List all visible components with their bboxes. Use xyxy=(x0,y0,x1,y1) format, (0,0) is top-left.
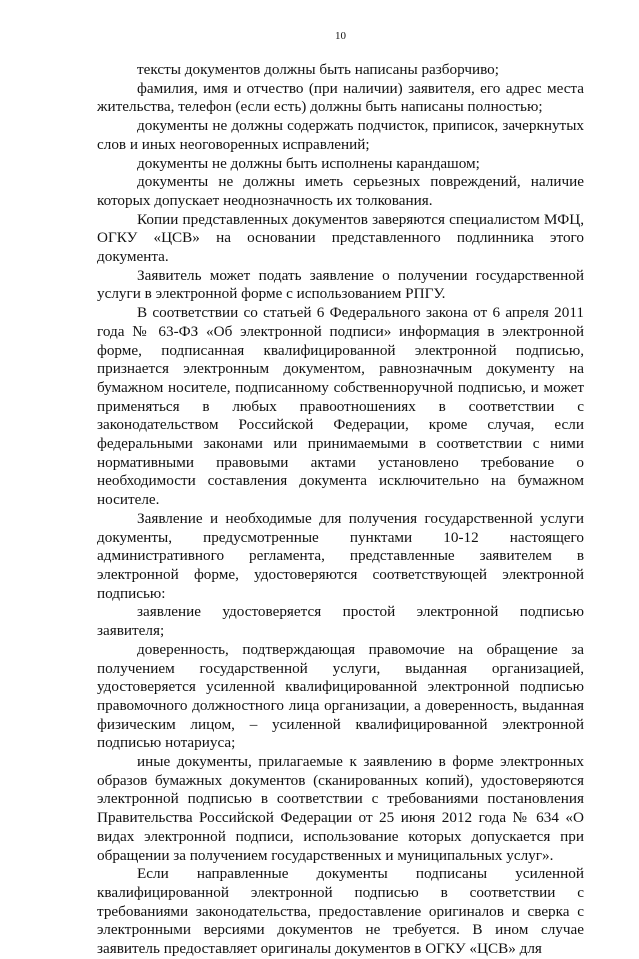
paragraph: Если направленные документы подписаны усиленной квалифицированной электронной подписью в соответствии с требованиями законодательства, предоставление оригиналов и сверка с электронными версиями документов не требуется. В ином случае заявитель предоставляет оригиналы документов в ОГКУ «ЦСВ» для xyxy=(97,865,584,958)
paragraph: доверенность, подтверждающая правомочие на обращение за получением государственной услуги, выданная организацией, удостоверяется усиленной квалифицированной электронной подписью правомочного должностного лица организации, а доверенность, выданная физическим лицом, – усиленной квалифицированной электронной подписью нотариуса; xyxy=(97,640,584,752)
paragraph: документы не должны содержать подчисток, приписок, зачеркнутых слов и иных неоговоренных исправлений; xyxy=(97,117,584,153)
paragraph: Копии представленных документов заверяются специалистом МФЦ, ОГКУ «ЦСВ» на основании представленного подлинника этого документа. xyxy=(97,210,584,266)
paragraph: тексты документов должны быть написаны разборчиво; xyxy=(137,61,499,78)
paragraph: документы не должны иметь серьезных повреждений, наличие которых допускает неоднозначность их толкования. xyxy=(97,173,584,209)
paragraph: В соответствии со статьей 6 Федерального закона от 6 апреля 2011 года № 63-ФЗ «Об электронной подписи» информация в электронной форме, подписанная квалифицированной электронной подписью, признается электронным документом, равнозначным документу на бумажном носителе, подписанному собственноручной подписью, и может применяться в любых правоотношениях в соответствии с законодательством Российской Федерации, кроме случая, если федеральными законами или принимаемыми в соответствии с ними нормативными правовыми актами установлено требование о необходимости составления документа исключительно на бумажном носителе. xyxy=(97,304,584,509)
paragraph: Заявление и необходимые для получения государственной услуги документы, предусмотренные пунктами 10-12 настоящего административного регламента, представленные заявителем в электронной форме, удостоверяются соответствующей электронной подписью: xyxy=(97,509,584,602)
paragraph: Заявитель может подать заявление о получении государственной услуги в электронной форме с использованием РПГУ. xyxy=(97,266,584,303)
paragraph: фамилия, имя и отчество (при наличии) заявителя, его адрес места жительства, телефон (если есть) должны быть написаны полностью; xyxy=(97,79,584,116)
page-number: 10 xyxy=(335,30,346,42)
document-page xyxy=(97,29,584,959)
paragraph: иные документы, прилагаемые к заявлению в форме электронных образов бумажных документов (сканированных копий), удостоверяются электронной подписью в соответствии с требованиями постановления Правительства Российской Федерации от 25 июня 2012 года № 634 «О видах электронной подписи, использование которых допускается при обращении за получением государственных и муниципальных услуг». xyxy=(97,753,584,864)
paragraph: документы не должны быть исполнены карандашом; xyxy=(137,154,480,172)
paragraph: заявление удостоверяется простой электронной подписью заявителя; xyxy=(97,603,584,640)
